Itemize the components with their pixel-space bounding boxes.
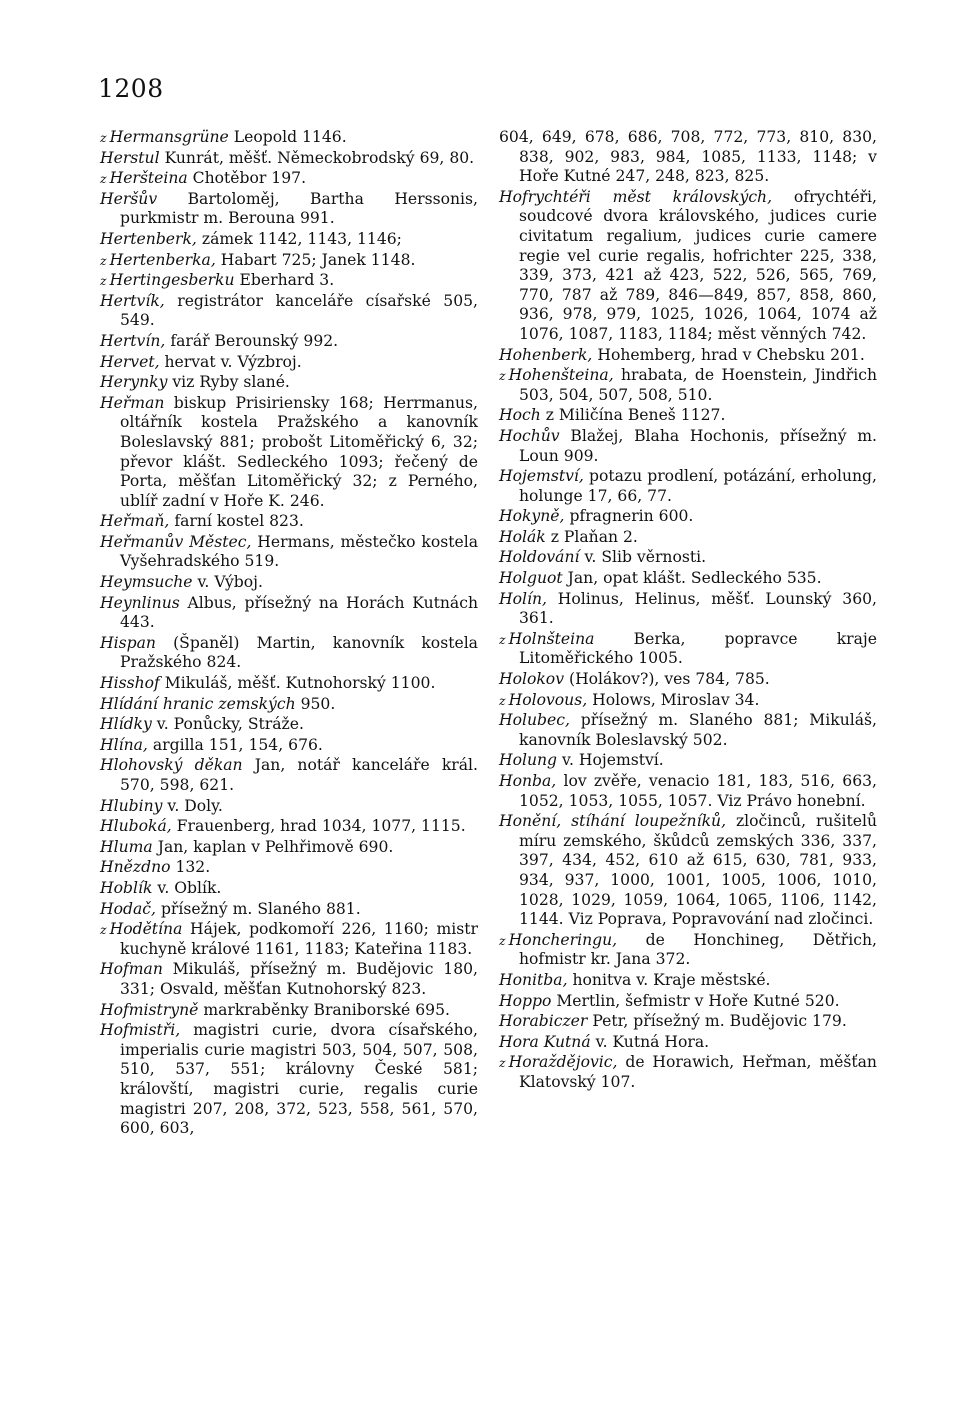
entry-headword: Hertvík,: [100, 291, 165, 310]
entry-text: Kunrát, měšť. Německobrodský 69, 80.: [164, 148, 475, 167]
index-entry: [100, 797, 478, 817]
entry-headword: Heršteina: [109, 169, 188, 188]
index-entry: [100, 292, 478, 331]
entry-headword: Hlohovský děkan: [100, 756, 243, 775]
index-entry: [499, 1012, 877, 1032]
entry-text: farní kostel 823.: [174, 512, 304, 531]
entry-headword: Holák: [499, 527, 546, 546]
index-entry: [499, 507, 877, 527]
index-entry: [100, 715, 478, 735]
index-entry: [100, 858, 478, 878]
entry-text: de Honchineg, Dětřich, hofmistr kr. Jana 372.: [519, 930, 877, 969]
entry-headword: Holguot: [499, 569, 563, 588]
entry-headword: Holnšteina: [508, 629, 595, 648]
entry-text: argilla 151, 154, 676.: [152, 735, 323, 754]
index-entry: [100, 879, 478, 899]
entry-text: de Horawich, Heřman, měšťan Klatovský 107.: [519, 1053, 877, 1091]
entry-text: Jan, opat klášt. Sedleckého 535.: [567, 569, 822, 588]
entry-headword: Heřman: [100, 393, 165, 412]
entry-headword: Hofman: [100, 960, 163, 979]
entry-headword: Hoch: [499, 406, 541, 425]
index-entry: [499, 128, 877, 187]
entry-headword: Heršův: [100, 189, 158, 208]
entry-text: v. Kutná Hora.: [595, 1032, 710, 1051]
entry-text: Albus, přísežný na Horách Kutnách 443.: [120, 593, 478, 632]
entry-text: ofrychtéři, soudcové dvora královského, judices curie civitatum regalium, judices curie camere regie vel curie regalis, hofrichter 225, 338, 339, 373, 421 až 423, 522, 526, 565, 769, 770, 787 až 789, 846—849, 857, 858, 860, 936, 978, 979, 1025, 1026, 1064, 1074 až 1076, 1087, 1183, 1184; měst věnných 742.: [519, 187, 877, 343]
entry-text: v. Výboj.: [197, 573, 263, 592]
index-entry: [499, 992, 877, 1012]
entry-headword: Hofmistryně: [100, 1000, 199, 1019]
entry-text: Habart 725; Janek 1148.: [220, 250, 416, 269]
entry-headword: Hofrychtéři měst královských,: [499, 187, 773, 206]
index-entry: [100, 332, 478, 352]
entry-headword: Hokyně,: [499, 507, 565, 526]
index-entry: [499, 346, 877, 366]
entry-headword: Honba,: [499, 772, 557, 790]
entry-text: registrátor kanceláře císařské 505, 549.: [120, 291, 478, 330]
entry-text: 950.: [300, 694, 336, 713]
index-entry: [100, 128, 478, 148]
index-entry: [100, 756, 478, 795]
index-entry: [100, 271, 478, 291]
entry-text: zločinců, rušitelů míru zemského, škůdců zemských 336, 337, 397, 434, 452, 610 až 615, 630, 781, 933, 934, 937, 1000, 1001, 1005, 1006, 1010, 1028, 1029, 1059, 1064, 1065, 1106, 1142, 1144. Viz Poprava, Popravování nad zločinci.: [519, 812, 877, 929]
index-entry: [100, 394, 478, 512]
entry-headword: Heřmaň,: [100, 512, 170, 531]
entry-headword: Hohenšteina,: [508, 366, 614, 385]
index-entry: [499, 548, 877, 568]
entry-headword: Hojemství,: [499, 467, 584, 486]
entry-text: farář Berounský 992.: [170, 331, 339, 350]
index-entry: [100, 251, 478, 271]
index-entry: [499, 711, 877, 750]
entry-text: lov zvěře, venacio 181, 183, 516, 663, 1052, 1053, 1055, 1057. Viz Právo honební.: [519, 772, 877, 810]
index-entry: [100, 353, 478, 373]
entry-headword: Herynky: [100, 373, 168, 392]
entry-headword: Hermansgrüne: [109, 128, 229, 146]
entry-headword: Hertenberka,: [109, 250, 216, 269]
entry-prefix: z: [499, 932, 506, 948]
index-entry: [100, 594, 478, 633]
index-entry: [499, 528, 877, 548]
index-entry: [100, 149, 478, 169]
entry-text: přísežný m. Slaného 881; Mikuláš, kanovník Boleslavský 502.: [519, 711, 878, 749]
left-column: [100, 128, 478, 1140]
index-entry: [100, 512, 478, 532]
entry-headword: Hertenberk,: [100, 229, 197, 248]
index-entry: [100, 695, 478, 715]
entry-headword: Holovous,: [508, 690, 588, 709]
entry-text: z Miličína Beneš 1127.: [545, 406, 726, 425]
entry-prefix: z: [499, 368, 506, 384]
entry-prefix: z: [100, 171, 107, 187]
entry-text: Leopold 1146.: [233, 128, 347, 146]
entry-prefix: z: [499, 692, 506, 708]
entry-text: Mikuláš, měšť. Kutnohorský 1100.: [164, 674, 436, 693]
entry-headword: Hochův: [499, 426, 560, 445]
entry-headword: Honcheringu,: [508, 930, 618, 949]
index-entry: [499, 188, 877, 345]
entry-text: Mertlin, šefmistr v Hoře Kutné 520.: [556, 991, 840, 1010]
entry-text: potazu prodlení, potázání, erholung, holunge 17, 66, 77.: [519, 467, 877, 505]
entry-text: pfragnerin 600.: [569, 507, 694, 526]
entry-prefix: z: [100, 273, 107, 289]
index-entry: [499, 590, 877, 629]
entry-headword: Hisshof: [100, 674, 160, 693]
entry-headword: Hlubiny: [100, 796, 163, 815]
index-entry: [499, 691, 877, 711]
entry-headword: Horabiczer: [499, 1012, 588, 1031]
index-entry: [100, 533, 478, 572]
entry-headword: Heynlinus: [100, 593, 180, 612]
entry-text: 132.: [175, 858, 211, 877]
index-entry: [100, 373, 478, 393]
index-entry: [100, 190, 478, 229]
entry-headword: Hoppo: [499, 991, 552, 1010]
index-entry: [499, 812, 877, 930]
entry-text: Frauenberg, hrad 1034, 1077, 1115.: [176, 817, 466, 836]
entry-headword: Hora Kutná: [499, 1032, 591, 1051]
entry-text: markraběnky Braniborské 695.: [203, 1000, 450, 1019]
entry-headword: Holín,: [499, 589, 547, 608]
right-column: [499, 128, 877, 1094]
entry-text: Eberhard 3.: [239, 271, 335, 290]
index-entry: [100, 674, 478, 694]
entry-text: Berka, popravce kraje Litoměřického 1005.: [519, 629, 877, 668]
entry-headword: Heymsuche: [100, 573, 193, 592]
entry-prefix: z: [499, 631, 506, 647]
index-entry: [100, 900, 478, 920]
entry-text: 604, 649, 678, 686, 708, 772, 773, 810, 830, 838, 902, 983, 984, 1085, 1133, 1148; v Hoře Kutné 247, 248, 823, 825.: [499, 128, 877, 186]
entry-text: honitva v. Kraje městské.: [572, 970, 771, 989]
entry-text: v. Slib věrnosti.: [584, 548, 707, 567]
index-entry: [100, 1001, 478, 1021]
index-entry: [499, 467, 877, 506]
entry-text: hervat v. Výzbroj.: [164, 352, 302, 371]
entry-headword: Holubec,: [499, 711, 570, 730]
entry-text: hrabata, de Hoenstein, Jindřich 503, 504, 507, 508, 510.: [519, 366, 877, 404]
index-entry: [499, 772, 877, 811]
index-entry: [100, 1021, 478, 1139]
entry-headword: Hodětína: [109, 920, 183, 939]
entry-headword: Hohenberk,: [499, 345, 593, 364]
index-entry: [100, 169, 478, 189]
entry-text: Holows, Miroslav 34.: [592, 690, 760, 709]
entry-headword: Hertvín,: [100, 331, 166, 350]
entry-headword: Hoblík: [100, 878, 153, 897]
entry-headword: Hlína,: [100, 735, 148, 754]
index-entry: [100, 634, 478, 673]
index-entry: [499, 931, 877, 970]
entry-headword: Horaždějovic,: [508, 1053, 618, 1072]
entry-headword: Hluboká,: [100, 817, 172, 836]
index-entry: [499, 751, 877, 771]
entry-text: Hohemberg, hrad v Chebsku 201.: [597, 345, 865, 364]
entry-headword: Hlídání hranic zemských: [100, 694, 296, 713]
entry-headword: Hofmistři,: [100, 1021, 181, 1040]
index-entry: [499, 1033, 877, 1053]
entry-text: Bartoloměj, Bartha Herssonis, purkmistr m. Berouna 991.: [120, 189, 478, 228]
entry-text: (Španěl) Martin, kanovník kostela Pražského 824.: [120, 633, 478, 672]
index-entry: [499, 630, 877, 669]
index-entry: [100, 573, 478, 593]
entry-text: v. Oblík.: [157, 878, 222, 897]
entry-headword: Holung: [499, 751, 558, 770]
entry-text: v. Ponůcky, Stráže.: [156, 715, 304, 734]
index-entry: [499, 569, 877, 589]
index-entry: [100, 960, 478, 999]
entry-text: Petr, přísežný m. Budějovic 179.: [592, 1012, 847, 1031]
entry-text: Hájek, podkomoří 226, 1160; mistr kuchyně králové 1161, 1183; Kateřina 1183.: [120, 920, 478, 958]
entry-headword: Herstul: [100, 148, 160, 167]
index-entry: [499, 366, 877, 405]
entry-text: (Holákov?), ves 784, 785.: [568, 670, 770, 689]
entry-headword: Hodač,: [100, 899, 156, 918]
index-entry: [100, 838, 478, 858]
index-entry: [100, 817, 478, 837]
entry-text: Hermans, městečko kostela Vyšehradského 519.: [120, 532, 478, 571]
entry-headword: Hluma: [100, 837, 153, 856]
entry-text: viz Ryby slané.: [172, 373, 290, 392]
entry-text: v. Doly.: [167, 796, 223, 815]
entry-prefix: z: [499, 1055, 506, 1071]
entry-text: v. Hojemství.: [562, 751, 664, 770]
entry-headword: Holdování: [499, 548, 580, 567]
entry-text: přísežný m. Slaného 881.: [160, 899, 361, 918]
entry-prefix: z: [100, 922, 107, 938]
entry-text: magistri curie, dvora císařského, imperialis curie magistri 503, 504, 507, 508, 510, 537, 551; královny České 581; královští, magistri curie, regalis curie magistri 207, 208, 372, 523, 558, 561, 570, 600, 603,: [120, 1021, 478, 1138]
entry-headword: Hispan: [100, 633, 156, 652]
entry-headword: Heřmanův Městec,: [100, 532, 252, 551]
entry-headword: Hervet,: [100, 352, 160, 371]
entry-text: Blažej, Blaha Hochonis, přísežný m. Loun 909.: [519, 426, 877, 465]
entry-text: biskup Prisiriensky 168; Herrmanus, oltářník kostela Pražského a kanovník Boleslavský 881; probošt Litoměřický 6, 32; převor klášt. Sedleckého 1093; řečený de Porta, měšťan Litoměřický 32; z Perného, ublíř zadní v Hoře K. 246.: [120, 393, 478, 510]
entry-text: Mikuláš, přísežný m. Budějovic 180, 331; Osvald, měšťan Kutnohorský 823.: [120, 960, 479, 998]
entry-headword: Honění, stíhání loupežníků,: [499, 812, 727, 831]
entry-headword: Hlídky: [100, 715, 152, 734]
entry-headword: Hnězdno: [100, 858, 171, 877]
index-entry: [499, 1053, 877, 1092]
entry-text: z Plaňan 2.: [550, 527, 638, 546]
entry-prefix: z: [100, 252, 107, 268]
entry-text: zámek 1142, 1143, 1146;: [201, 229, 402, 248]
index-entry: [499, 406, 877, 426]
index-entry: [499, 427, 877, 466]
index-entry: [499, 670, 877, 690]
page-number: 1208: [98, 74, 164, 103]
entry-prefix: z: [100, 130, 107, 145]
index-entry: [100, 736, 478, 756]
entry-headword: Honitba,: [499, 970, 568, 989]
entry-headword: Hertingesberku: [109, 271, 235, 290]
entry-text: Jan, kaplan v Pelhřimově 690.: [157, 837, 394, 856]
entry-headword: Holokov: [499, 670, 565, 689]
entry-text: Jan, notář kanceláře král. 570, 598, 621.: [120, 756, 478, 794]
index-entry: [100, 230, 478, 250]
index-entry: [499, 971, 877, 991]
entry-text: Chotěbor 197.: [192, 169, 307, 188]
entry-text: Holinus, Helinus, měšť. Lounský 360, 361.: [519, 589, 877, 628]
index-entry: [100, 920, 478, 959]
